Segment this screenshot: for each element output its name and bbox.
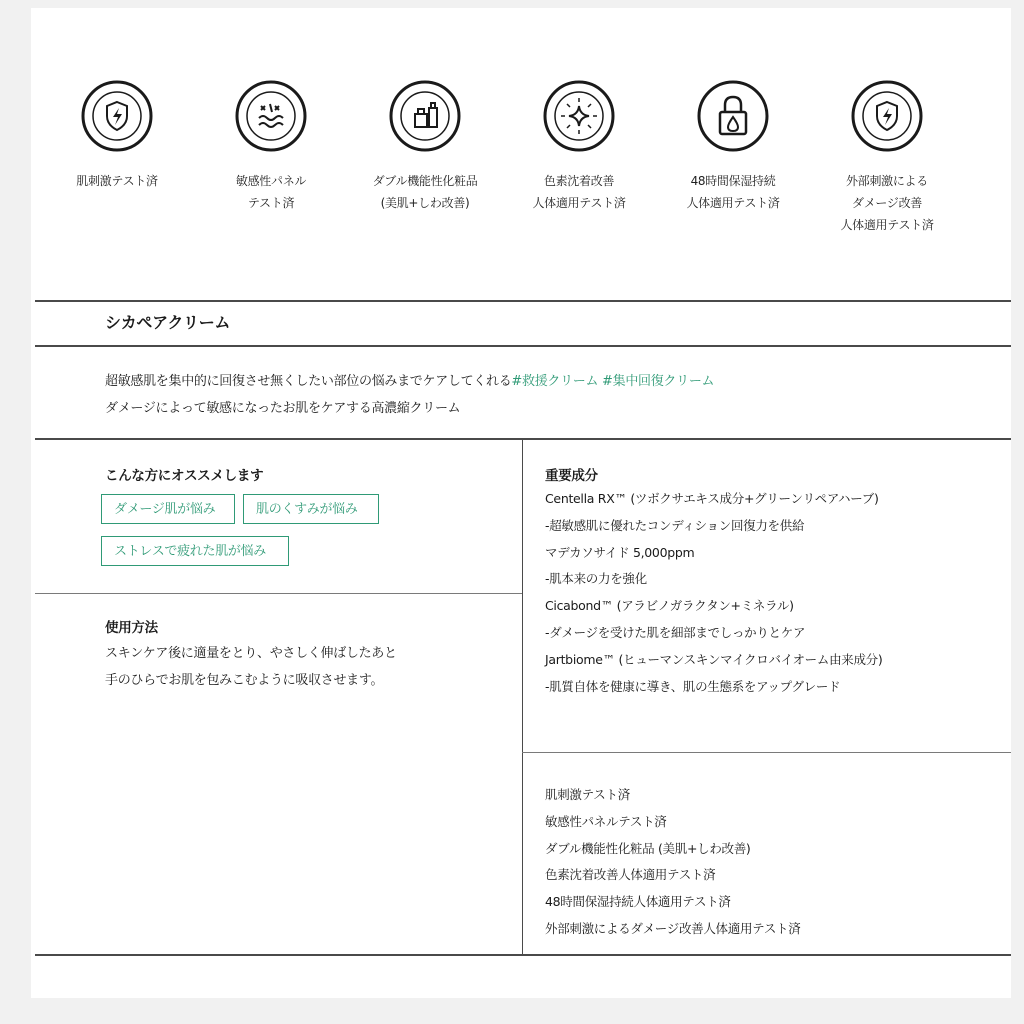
irritation-waves-icon	[235, 80, 307, 152]
product-detail-page	[31, 8, 1011, 998]
ingredient-line: -肌質自体を健康に導き、肌の生態系をアップグレード	[545, 678, 841, 694]
ingredients-heading: 重要成分	[545, 468, 598, 484]
bottles-icon	[389, 80, 461, 152]
divider	[522, 752, 1011, 753]
test-line: ダブル機能性化粧品 (美肌+しわ改善)	[545, 840, 751, 856]
shield-bolt-icon	[81, 80, 153, 152]
badge-caption: ダブル機能性化粧品 (美肌+しわ改善)	[372, 174, 478, 210]
product-title: シカペアクリーム	[105, 313, 231, 332]
usage-line: スキンケア後に適量をとり、やさしく伸ばしたあと	[105, 646, 397, 661]
badge-pigmentation	[509, 80, 649, 214]
hashtags[interactable]: #救援クリーム #集中回復クリーム	[511, 374, 715, 389]
test-line: 肌刺激テスト済	[545, 787, 630, 802]
tag-dull-skin[interactable]: 肌のくすみが悩み	[243, 494, 379, 524]
divider	[35, 438, 1011, 440]
badge-moisture	[663, 80, 803, 214]
ingredient-line: -肌本来の力を強化	[545, 571, 647, 587]
divider	[35, 345, 1011, 347]
badge-skin-irritation	[47, 80, 187, 192]
ingredient-line: -超敏感肌に優れたコンディション回復力を供給	[545, 517, 805, 533]
badge-caption: 敏感性パネル テスト済	[235, 174, 307, 210]
ingredient-line: Centella RX™ (ツボクサエキス成分+グリーンリペアハーブ)	[545, 491, 879, 506]
test-line: 敏感性パネルテスト済	[545, 813, 667, 829]
divider	[35, 300, 1011, 302]
test-line: 色素沈着改善人体適用テスト済	[545, 867, 716, 883]
test-line: 外部刺激によるダメージ改善人体適用テスト済	[545, 920, 801, 936]
ingredient-line: マデカソサイド 5,000ppm	[545, 544, 695, 560]
badge-external-damage	[817, 80, 957, 236]
usage-line: 手のひらでお肌を包みこむように吸収させます。	[105, 673, 384, 688]
ingredient-line: Jartbiome™ (ヒューマンスキンマイクロバイオーム由来成分)	[545, 651, 883, 667]
tag-damage-skin[interactable]: ダメージ肌が悩み	[101, 494, 235, 524]
sparkle-icon	[543, 80, 615, 152]
badge-sensitive-panel	[201, 80, 341, 214]
description-line: 超敏感肌を集中的に回復させ無くしたい部位の悩みまでケアしてくれる	[105, 374, 512, 389]
lock-drop-icon	[697, 80, 769, 152]
badge-caption: 色素沈着改善 人体適用テスト済	[532, 174, 626, 210]
usage-heading: 使用方法	[105, 620, 158, 636]
ingredients-list	[545, 486, 882, 700]
divider	[35, 954, 1011, 956]
badge-caption: 肌刺激テスト済	[76, 174, 158, 188]
product-description	[105, 368, 714, 422]
tests-list	[545, 782, 800, 943]
ingredient-line: Cicabond™ (アラビノガラクタン+ミネラル)	[545, 598, 794, 614]
column-divider	[522, 439, 523, 954]
recommend-heading: こんな方にオススメします	[105, 468, 264, 484]
badge-caption: 48時間保湿持続 人体適用テスト済	[686, 174, 780, 210]
shield-bolt-icon	[851, 80, 923, 152]
divider	[35, 593, 522, 594]
test-line: 48時間保湿持続人体適用テスト済	[545, 894, 731, 910]
badge-double-function	[355, 80, 495, 214]
badge-caption: 外部刺激による ダメージ改善 人体適用テスト済	[840, 174, 934, 232]
usage-text	[105, 640, 397, 694]
tag-stress-skin[interactable]: ストレスで疲れた肌が悩み	[101, 536, 289, 566]
ingredient-line: -ダメージを受けた肌を細部までしっかりとケア	[545, 624, 806, 640]
description-line: ダメージによって敏感になったお肌をケアする高濃縮クリーム	[105, 401, 461, 416]
